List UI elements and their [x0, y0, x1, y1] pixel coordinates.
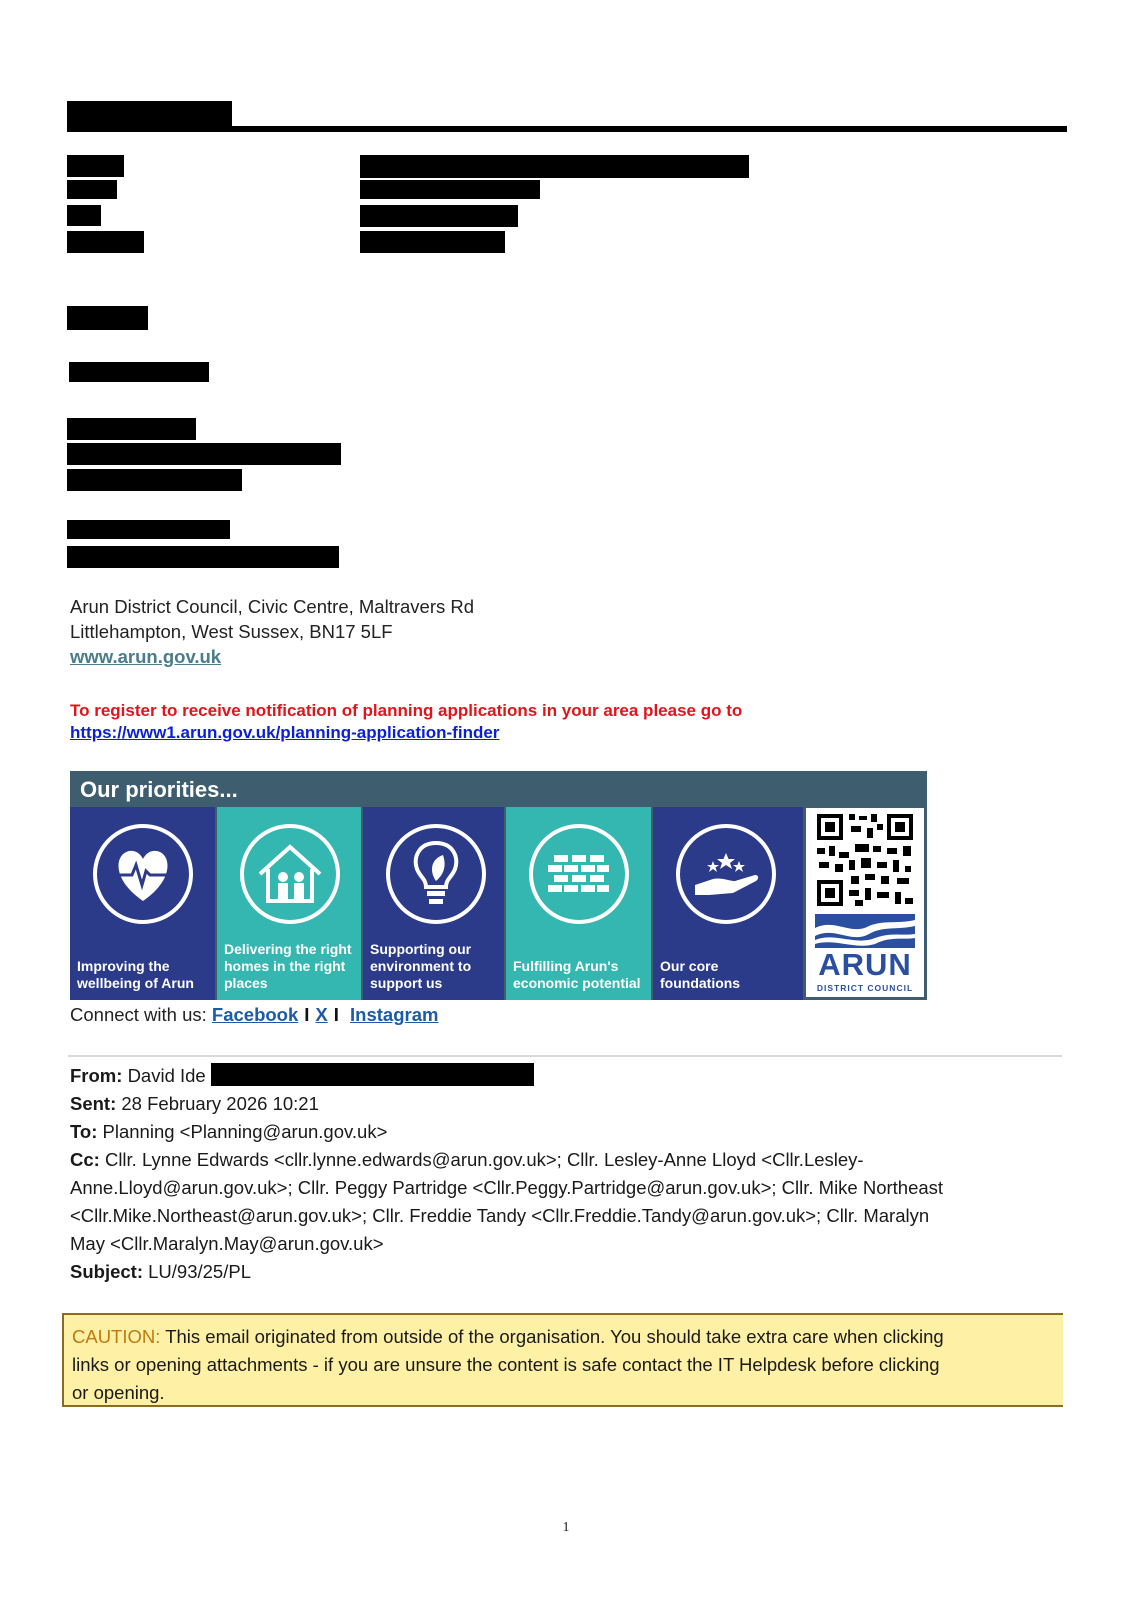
planning-finder-link[interactable]: https://www1.arun.gov.uk/planning-application-finder: [70, 723, 500, 742]
redacted-line: [67, 520, 230, 539]
to-row: [70, 1118, 1060, 1146]
cc-line-4: May <Cllr.Maralyn.May@arun.gov.uk>: [70, 1233, 384, 1254]
priority-tile-foundations: [653, 807, 803, 1000]
redacted-heading: [67, 101, 232, 129]
x-link[interactable]: X: [315, 1004, 328, 1025]
header-rule: [67, 126, 1067, 132]
connect-label: Connect with us:: [70, 1004, 207, 1025]
redacted-line: [67, 306, 148, 330]
page-number: 1: [562, 1520, 570, 1535]
heart-pulse-icon: [88, 819, 198, 929]
caution-line-2: links or opening attachments - if you are unsure the content is safe contact the IT Helpdesk before clicking: [72, 1354, 940, 1375]
address-line-1: Arun District Council, Civic Centre, Maltravers Rd: [70, 596, 475, 617]
redacted-line: [67, 418, 196, 440]
caution-line-1: [72, 1323, 1055, 1351]
from-row: [70, 1062, 1060, 1090]
redacted-field-label: [67, 231, 144, 253]
caution-banner: [62, 1313, 1063, 1407]
from-value: David Ide: [127, 1065, 206, 1086]
from-label: From:: [70, 1065, 123, 1086]
redacted-field-value: [360, 180, 540, 199]
priorities-banner: [70, 771, 927, 1000]
redacted-field-value: [360, 231, 505, 253]
sent-value: 28 February 2026 10:21: [121, 1093, 319, 1114]
to-label: To:: [70, 1121, 98, 1142]
brick-wall-icon: [524, 819, 634, 929]
priority-label: Delivering the right homes in the right places: [224, 941, 352, 991]
website-link[interactable]: www.arun.gov.uk: [70, 646, 222, 667]
instagram-link[interactable]: Instagram: [350, 1004, 439, 1025]
priority-label: Supporting our environment to support us: [370, 941, 472, 991]
redacted-field-label: [67, 205, 101, 226]
social-links: [70, 1004, 438, 1026]
priority-tile-homes: [217, 807, 361, 1000]
cc-line-3: <Cllr.Mike.Northeast@arun.gov.uk>; Cllr. Freddie Tandy <Cllr.Freddie.Tandy@arun.gov.uk>; Cllr. Maralyn: [70, 1205, 930, 1226]
priority-label: Improving the wellbeing of Arun: [77, 958, 194, 991]
redacted-line: [67, 469, 242, 491]
redacted-field-label: [67, 155, 124, 177]
subject-row: [70, 1258, 1060, 1286]
signature-block: [70, 594, 474, 669]
planning-notice-text: To register to receive notification of planning applications in your area please go to: [70, 701, 743, 720]
caution-line-3: or opening.: [72, 1382, 165, 1403]
arun-logo-text: ARUN: [818, 947, 912, 982]
redacted-line: [67, 546, 339, 568]
redacted-field-value: [360, 155, 749, 178]
redacted-email-address: [211, 1063, 534, 1086]
priority-label: Fulfilling Arun's economic potential: [513, 958, 641, 991]
priority-tile-environment: [363, 807, 504, 1000]
facebook-link[interactable]: Facebook: [211, 1004, 299, 1025]
priority-label: Our core foundations: [660, 958, 741, 991]
sent-label: Sent:: [70, 1093, 117, 1114]
header-divider: [68, 1055, 1062, 1057]
redacted-line: [69, 362, 209, 382]
cc-row: [70, 1146, 1060, 1174]
subject-label: Subject:: [70, 1261, 143, 1282]
arun-logo-wave-icon: [815, 914, 915, 948]
planning-notice: [70, 700, 742, 744]
redacted-line: [67, 443, 341, 465]
link-separator: I: [304, 1004, 310, 1025]
redacted-field-value: [360, 205, 518, 227]
qr-code-icon[interactable]: [815, 812, 915, 908]
arun-logo-subtext: DISTRICT COUNCIL: [816, 983, 914, 993]
lightbulb-leaf-icon: [381, 819, 491, 929]
redacted-field-label: [67, 180, 117, 199]
priority-tile-economy: [506, 807, 651, 1000]
sent-row: [70, 1090, 1060, 1118]
cc-line-1: Cllr. Lynne Edwards <cllr.lynne.edwards@arun.gov.uk>; Cllr. Lesley-Anne Lloyd <Cllr.Lesley-: [104, 1149, 864, 1170]
qr-logo-tile: [805, 807, 925, 998]
house-family-icon: [235, 819, 345, 929]
cc-line-2: Anne.Lloyd@arun.gov.uk>; Cllr. Peggy Partridge <Cllr.Peggy.Partridge@arun.gov.uk>; Cllr. Mike Northeast: [70, 1177, 944, 1198]
hand-stars-icon: [671, 819, 781, 929]
email-header: [70, 1062, 1060, 1286]
banner-title: Our priorities...: [80, 777, 238, 802]
caution-text-1: This email originated from outside of the organisation. You should take extra care when clicking: [160, 1326, 944, 1347]
caution-prefix: CAUTION:: [72, 1326, 161, 1347]
cc-label: Cc:: [70, 1149, 100, 1170]
to-value: Planning <Planning@arun.gov.uk>: [102, 1121, 388, 1142]
priority-tile-wellbeing: [70, 807, 215, 1000]
address-line-2: Littlehampton, West Sussex, BN17 5LF: [70, 621, 393, 642]
subject-value: LU/93/25/PL: [148, 1261, 251, 1282]
link-separator: I: [333, 1004, 339, 1025]
